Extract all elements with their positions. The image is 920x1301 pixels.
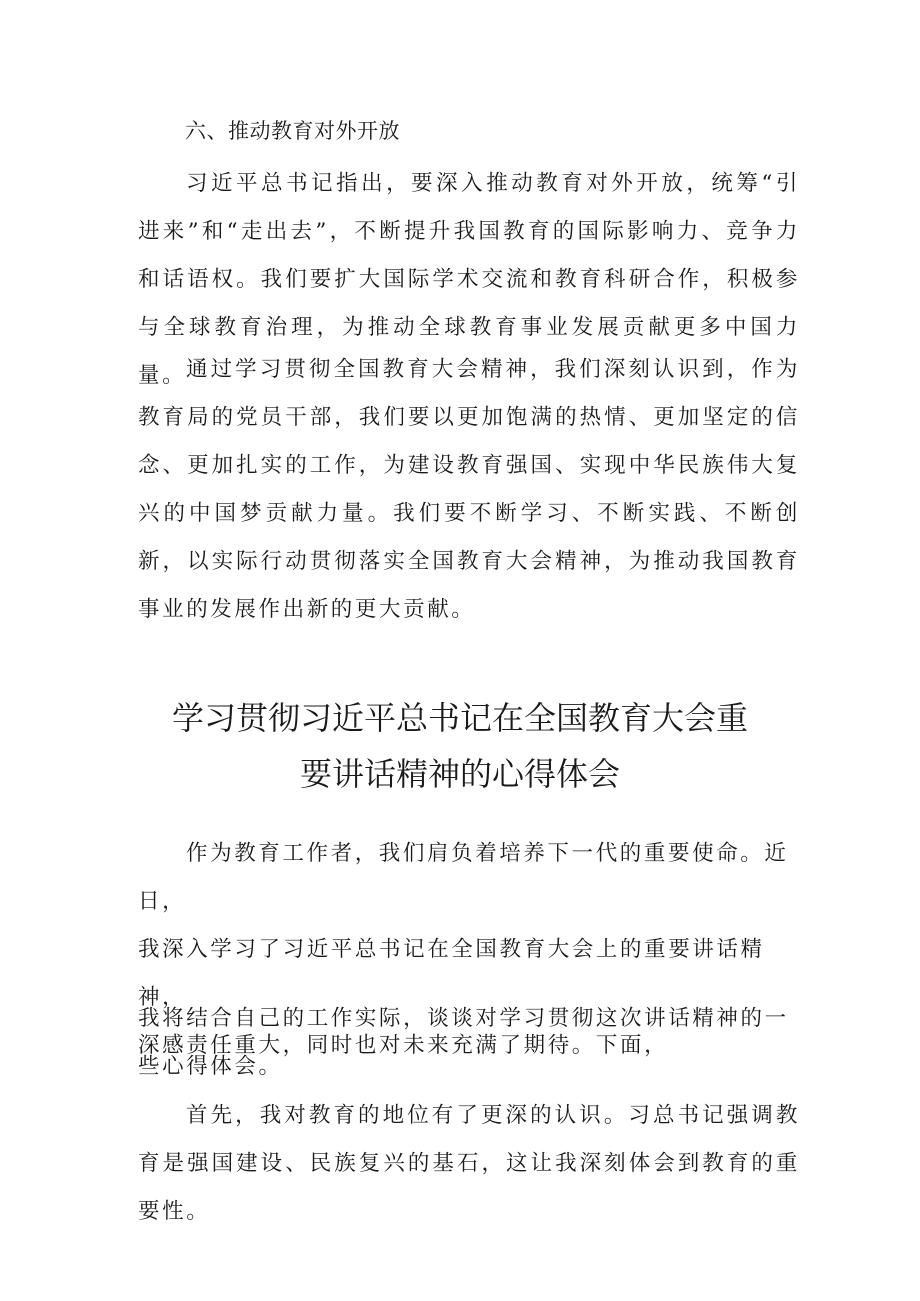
continuation-paragraph: 我将结合自己的工作实际，谈谈对学习贯彻这次讲话精神的一些心得体会。 — [138, 1006, 789, 1079]
article-title-line: 学习贯彻习近平总书记在全国教育大会重 — [171, 699, 748, 737]
intro-line: 作为教育工作者，我们肩负着培养下一代的重要使命。近日， — [138, 841, 789, 914]
intro-line: 深感责任重大，同时也对未来充满了期待。下面， — [138, 1033, 669, 1058]
section-heading: 六、推动教育对外开放 — [185, 119, 400, 143]
article-title — [150, 690, 770, 802]
body-paragraph: 习近平总书记指出，要深入推动教育对外开放，统筹“引进来”和“走出去”，不断提升我国教育的国际影响力、竞争力和话语权。我们要扩大国际学术交流和教育科研合作，积极参与全球教育治理，为推动全球教育事业发展贡献更多中国力量。 — [138, 171, 800, 388]
body-paragraph: 通过学习贯彻全国教育大会精神，我们深刻认识到，作为教育局的党员干部，我们要以更加饱满的热情、更加坚定的信念、更加扎实的工作，为建设教育强国、实现中华民族伟大复兴的中国梦贡献力量。我们要不断学习、不断实践、不断创新，以实际行动贯彻落实全国教育大会精神，为推动我国教育事业的发展作出新的更大贡献。 — [138, 357, 800, 622]
body-paragraph: 首先，我对教育的地位有了更深的认识。习总书记强调教育是强国建设、民族复兴的基石，这让我深刻体会到教育的重要性。 — [138, 1103, 800, 1224]
intro-line: 我深入学习了习近平总书记在全国教育大会上的重要讲话精神， — [138, 937, 765, 1010]
article-title-line: 要讲话精神的心得体会 — [299, 755, 620, 793]
